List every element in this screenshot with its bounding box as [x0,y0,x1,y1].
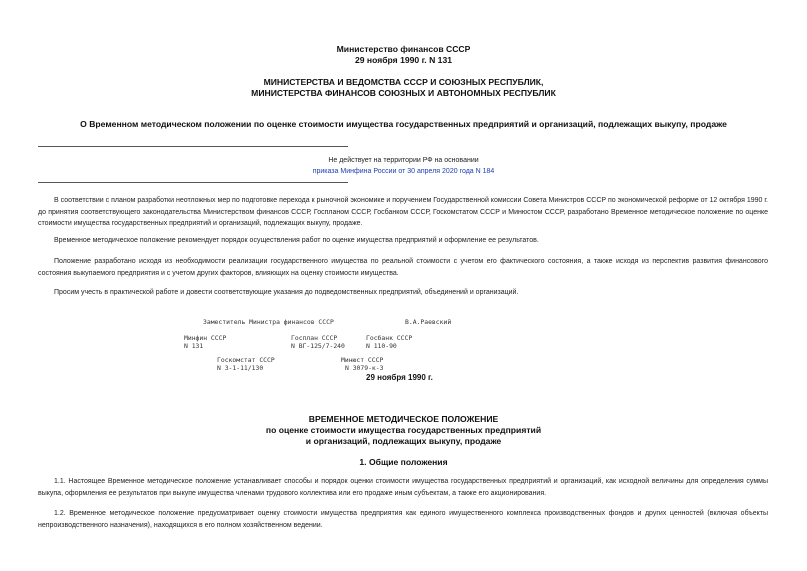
minjust-number: N 3079-к-3 [345,364,384,372]
body-paragraph-3: Положение разработано исходя из необходимости реализации государственного имущества по реальной стоимости с учетом его фактического состояния, а также исходя из перспектив развития финансового состояния выкупаемого предприятия и с учетом других факторов, влияющих на оценку стоимости имущества. [38,258,768,277]
body-paragraph-4: Просим учесть в практической работе и довести соответствующие указания до подведомственных предприятий, объединений и организаций. [54,289,519,296]
minjust-name: Минюст СССР [341,356,384,364]
document-header [0,44,807,66]
addressee-line-1: МИНИСТЕРСТВА И ВЕДОМСТВА СССР И СОЮЗНЫХ РЕСПУБЛИК, [263,77,544,87]
goskomstat-name: Госкомстат СССР [217,356,275,364]
addressee-line-2: МИНИСТЕРСТВА ФИНАНСОВ СОЮЗНЫХ И АВТОНОМНЫХ РЕСПУБЛИК [251,88,556,98]
body-paragraph-1: В соответствии с планом разработки неотложных мер по подготовке перехода к рыночной экономике и поручением Государственной комиссии Совета Министров СССР по экономической реформе от 12 октября 1990 г. до принятия соответствующего законодательства Министерством финансов СССР, Госпланом СССР, Госбанком СССР, Госкомстатом СССР и Минюстом СССР, разработано Временное методическое положение по оценке стоимости имущества государственных предприятий и организаций, подлежащих выкупу, продаже. [38,197,768,227]
section-1-title: 1. Общие положения [359,457,448,467]
goskomstat-number: N 3-1-11/130 [217,364,264,372]
date-number: 29 ноября 1990 г. N 131 [354,55,453,65]
minfin-name: Минфин СССР [184,334,227,342]
status-notice [0,155,807,177]
attachment-title [0,414,807,447]
gosbank-number: N 110-90 [366,342,397,350]
minfin-number: N 131 [184,342,204,350]
gosplan-number: N ВГ-125/7-240 [291,342,345,350]
divider-bottom [38,182,348,183]
signature-date: 29 ноября 1990 г. [366,373,433,382]
issuer: Министерство финансов СССР [336,44,471,54]
deputy-title: Заместитель Министра финансов СССР [203,318,334,326]
clause-1-2: 1.2. Временное методическое положение предусматривает оценку стоимости имущества предприятия как единого имущественного комплекса производственных фондов и других ценностей (включая объекты непроизводственного назначения), находящихся в его полном хозяйственном ведении. [38,510,768,529]
clause-1-1: 1.1. Настоящее Временное методическое положение устанавливает способы и порядок оценки стоимости имущества государственных предприятий и организаций, как исходной величины для определения суммы выкупа, оформления ее результатов при выкупе имущества членами трудового коллектива или его продаже иным субъектам, а также его акционирования. [38,478,768,497]
addressee [0,77,807,99]
gosplan-name: Госплан СССР [291,334,338,342]
divider-top [38,146,348,147]
body-paragraph-2: Временное методическое положение рекомендует порядок осуществления работ по оценке имущества предприятий и оформление ее результатов. [54,237,539,244]
attachment-title-line-1: ВРЕМЕННОЕ МЕТОДИЧЕСКОЕ ПОЛОЖЕНИЕ [308,414,499,424]
gosbank-name: Госбанк СССР [366,334,413,342]
attachment-title-line-3: и организаций, подлежащих выкупу, продаже [305,436,502,446]
notice-text: Не действует на территории РФ на основании [328,157,479,164]
document-subject: О Временном методическом положении по оценке стоимости имущества государственных предприятий и организаций, подлежащих выкупу, продаже [80,119,727,129]
attachment-title-line-2: по оценке стоимости имущества государственных предприятий [265,425,542,435]
notice-link[interactable]: приказа Минфина России от 30 апреля 2020 года N 184 [312,168,495,175]
deputy-name: В.А.Раевский [405,318,452,326]
